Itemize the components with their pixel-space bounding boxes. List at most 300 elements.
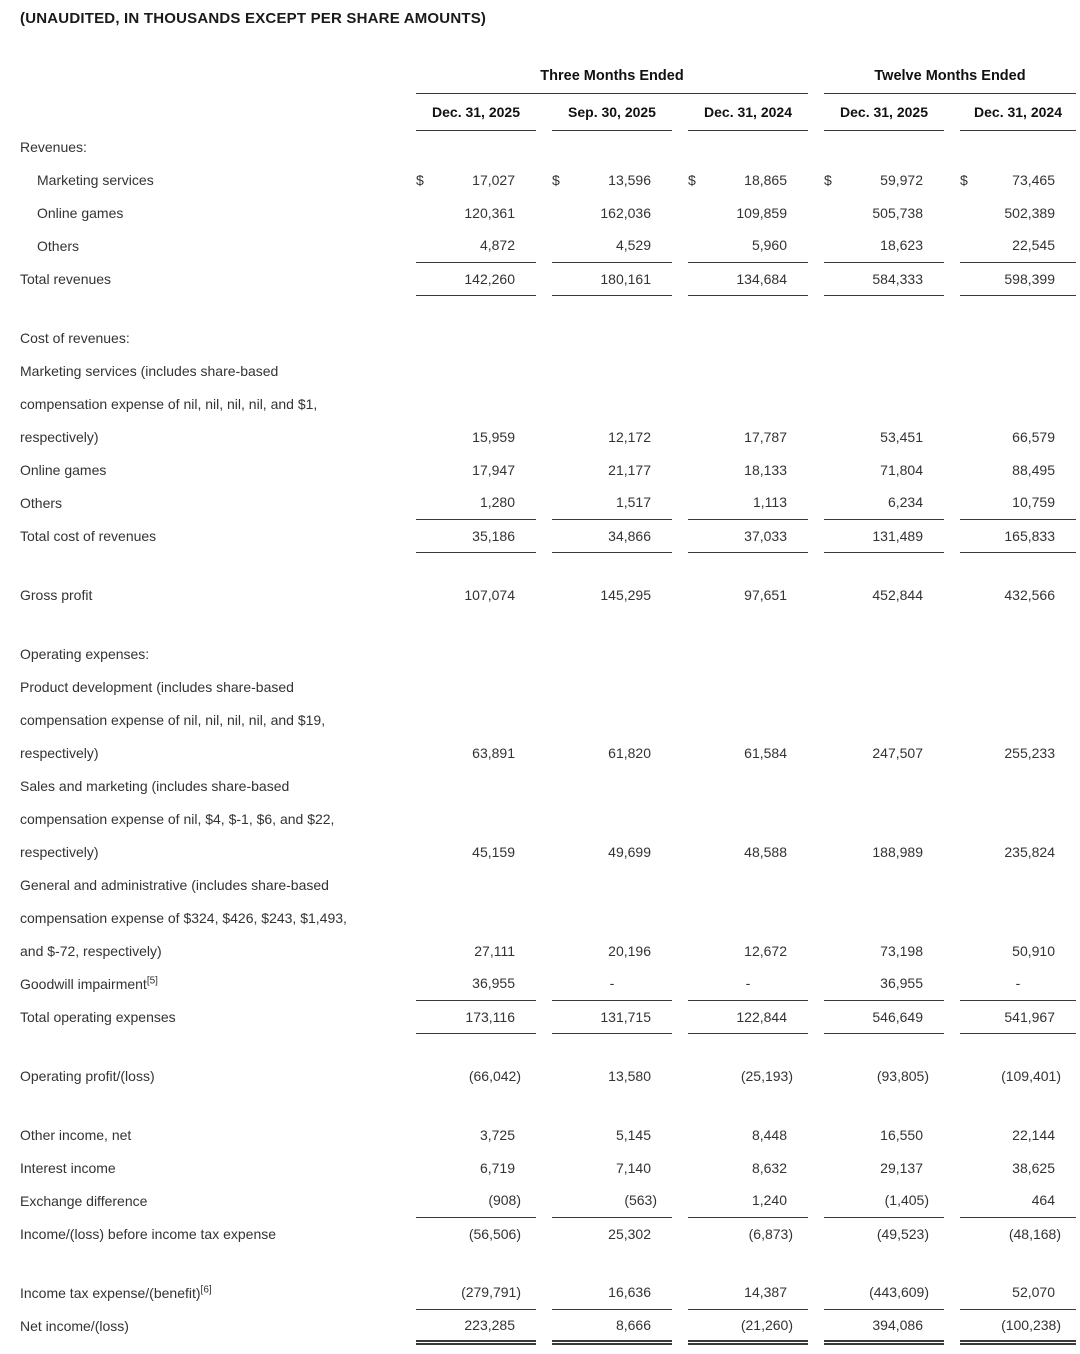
column-gap	[536, 519, 552, 552]
cell-number: 88,495	[1012, 461, 1055, 478]
cell-value	[552, 519, 672, 552]
cell-value	[416, 1217, 536, 1250]
cell-number: (109,401)	[1001, 1067, 1061, 1084]
row-label: Revenues:	[20, 138, 87, 155]
cell-value	[552, 1184, 672, 1217]
cell-number: 142,260	[464, 270, 515, 287]
cell-value	[960, 1059, 1076, 1092]
cell-number: 247,507	[872, 744, 923, 761]
cell-value	[416, 934, 536, 967]
page-title: (UNAUDITED, IN THOUSANDS EXCEPT PER SHARE AMOUNTS)	[20, 10, 487, 27]
cell-value	[552, 453, 672, 486]
row-label: compensation expense of nil, nil, nil, nil, and $19,	[20, 711, 326, 728]
column-gap	[672, 1217, 688, 1250]
cell-number: 122,844	[736, 1008, 787, 1025]
cell-value	[960, 934, 1076, 967]
cell-value	[824, 1276, 944, 1309]
cell-value	[824, 1059, 944, 1092]
column-gap	[944, 1118, 960, 1151]
cell-number: 61,584	[744, 744, 787, 761]
cell-value	[688, 578, 808, 611]
column-gap	[536, 1309, 552, 1342]
cell-number: 48,588	[744, 843, 787, 860]
column-gap	[536, 453, 552, 486]
row-label: Others	[37, 237, 80, 254]
cell-number: 61,820	[608, 744, 651, 761]
cell-number: 22,144	[1012, 1126, 1055, 1143]
cell-value	[960, 1184, 1076, 1217]
cell-value	[960, 519, 1076, 552]
table-row	[20, 1217, 1076, 1250]
column-gap	[944, 163, 960, 196]
cell-number: 6,719	[479, 1159, 515, 1176]
column-gap	[672, 1276, 688, 1309]
cell-value	[688, 229, 808, 262]
cell-value	[416, 420, 536, 453]
column-group-header-row	[20, 59, 1076, 93]
cell-value	[552, 163, 672, 196]
cell-value	[960, 1276, 1076, 1309]
column-gap	[672, 196, 688, 229]
cell-number: 107,074	[464, 586, 515, 603]
cell-value	[688, 262, 808, 295]
row-label: compensation expense of nil, nil, nil, nil, and $1,	[20, 395, 318, 412]
cell-number: 10,759	[1012, 494, 1055, 511]
cell-number: 235,824	[1004, 843, 1055, 860]
table-row	[20, 637, 1076, 670]
cell-value	[688, 486, 808, 519]
cell-value	[552, 934, 672, 967]
cell-number: (100,238)	[1001, 1316, 1061, 1333]
cell-number: 36,955	[880, 975, 923, 992]
cell-number: 505,738	[872, 204, 923, 221]
row-label: Online games	[20, 461, 107, 478]
cell-number: 1,280	[479, 494, 515, 511]
row-label: Operating profit/(loss)	[20, 1067, 155, 1084]
column-gap	[808, 486, 824, 519]
column-gap	[672, 1184, 688, 1217]
column-gap	[944, 1059, 960, 1092]
cell-number: 13,596	[608, 171, 651, 188]
column-gap	[944, 229, 960, 262]
cell-number: 5,145	[615, 1126, 651, 1143]
column-gap	[944, 1217, 960, 1250]
cell-value	[552, 1059, 672, 1092]
table-row	[20, 163, 1076, 196]
row-label: Interest income	[20, 1159, 116, 1176]
cell-number: 584,333	[872, 270, 923, 287]
column-gap	[536, 1151, 552, 1184]
cell-value	[824, 736, 944, 769]
column-gap	[536, 486, 552, 519]
cell-number: 18,865	[744, 171, 787, 188]
table-row	[20, 519, 1076, 552]
column-gap	[808, 519, 824, 552]
column-gap	[536, 934, 552, 967]
row-label: General and administrative (includes share-based	[20, 876, 329, 893]
cell-number: 38,625	[1012, 1159, 1055, 1176]
column-gap	[944, 453, 960, 486]
table-row	[20, 868, 1076, 901]
currency-symbol: $	[824, 171, 832, 188]
table-row	[20, 321, 1076, 354]
cell-number: 464	[1031, 1192, 1055, 1209]
column-gap	[808, 1151, 824, 1184]
table-row	[20, 229, 1076, 262]
cell-number: 21,177	[608, 461, 651, 478]
currency-symbol: $	[416, 171, 424, 188]
table-row	[20, 1276, 1076, 1309]
column-group-header: Three Months Ended	[416, 59, 808, 93]
cell-number: 134,684	[736, 270, 787, 287]
cell-value	[960, 1217, 1076, 1250]
cell-number: 14,387	[744, 1284, 787, 1301]
column-gap	[672, 1059, 688, 1092]
row-label: respectively)	[20, 428, 99, 445]
cell-value	[960, 486, 1076, 519]
column-gap	[672, 229, 688, 262]
column-gap	[536, 736, 552, 769]
cell-value	[688, 196, 808, 229]
spacer-row	[20, 1033, 1076, 1059]
cell-number: 162,036	[600, 204, 651, 221]
table-row	[20, 453, 1076, 486]
cell-number: (93,805)	[876, 1067, 929, 1084]
cell-number: 73,465	[1012, 171, 1055, 188]
spacer-row	[20, 1250, 1076, 1276]
column-gap	[808, 736, 824, 769]
cell-value	[552, 196, 672, 229]
cell-value	[688, 736, 808, 769]
spacer-row	[20, 295, 1076, 321]
table-row	[20, 901, 1076, 934]
column-gap	[672, 1000, 688, 1033]
column-gap	[944, 420, 960, 453]
column-gap	[944, 1309, 960, 1342]
cell-value	[824, 967, 944, 1000]
cell-number: 15,959	[472, 428, 515, 445]
table-head	[20, 59, 1076, 130]
cell-number: -	[1015, 975, 1021, 992]
row-label: Others	[20, 494, 63, 511]
cell-value	[960, 453, 1076, 486]
column-gap	[808, 59, 824, 93]
column-gap	[808, 163, 824, 196]
cell-value	[416, 835, 536, 868]
cell-value	[416, 1276, 536, 1309]
cell-value	[416, 262, 536, 295]
column-gap	[672, 163, 688, 196]
cell-value	[688, 967, 808, 1000]
cell-number: (563)	[624, 1192, 657, 1209]
cell-value	[416, 519, 536, 552]
cell-number: 598,399	[1004, 270, 1055, 287]
cell-value	[824, 453, 944, 486]
column-gap	[808, 262, 824, 295]
column-gap	[536, 420, 552, 453]
cell-number: 29,137	[880, 1159, 923, 1176]
column-gap	[536, 1000, 552, 1033]
column-gap	[672, 420, 688, 453]
column-gap	[536, 1276, 552, 1309]
column-gap	[536, 1184, 552, 1217]
column-gap	[944, 967, 960, 1000]
cell-value	[416, 453, 536, 486]
cell-number: 145,295	[600, 586, 651, 603]
cell-number: 432,566	[1004, 586, 1055, 603]
column-gap	[536, 1217, 552, 1250]
cell-value	[824, 420, 944, 453]
cell-value	[416, 163, 536, 196]
table-row	[20, 769, 1076, 802]
spacer-cell	[20, 611, 1076, 637]
column-gap	[672, 262, 688, 295]
column-gap	[944, 1151, 960, 1184]
column-gap	[808, 934, 824, 967]
cell-number: (908)	[488, 1192, 521, 1209]
column-gap	[808, 1217, 824, 1250]
cell-value	[960, 967, 1076, 1000]
cell-value	[960, 736, 1076, 769]
column-gap	[536, 93, 552, 130]
column-gap	[536, 578, 552, 611]
cell-number: (1,405)	[884, 1192, 929, 1209]
column-gap	[944, 93, 960, 130]
cell-number: 16,550	[880, 1126, 923, 1143]
cell-value	[960, 578, 1076, 611]
cell-number: 7,140	[615, 1159, 651, 1176]
table-row	[20, 736, 1076, 769]
cell-number: 97,651	[744, 586, 787, 603]
cell-value	[416, 1151, 536, 1184]
table-row	[20, 802, 1076, 835]
cell-number: 25,302	[608, 1225, 651, 1242]
cell-value	[960, 262, 1076, 295]
cell-number: 45,159	[472, 843, 515, 860]
cell-value	[688, 1000, 808, 1033]
cell-value	[960, 1309, 1076, 1342]
cell-number: -	[609, 975, 615, 992]
cell-number: 255,233	[1004, 744, 1055, 761]
cell-value	[960, 163, 1076, 196]
cell-number: 546,649	[872, 1008, 923, 1025]
cell-value	[824, 1309, 944, 1342]
income-statement-table	[20, 59, 1076, 1345]
cell-number: 120,361	[464, 204, 515, 221]
cell-number: 13,580	[608, 1067, 651, 1084]
spacer-cell	[20, 1250, 1076, 1276]
table-row	[20, 354, 1076, 387]
cell-number: 502,389	[1004, 204, 1055, 221]
cell-value	[416, 486, 536, 519]
column-gap	[672, 967, 688, 1000]
row-label: Online games	[37, 204, 124, 221]
column-gap	[536, 196, 552, 229]
table-row	[20, 1118, 1076, 1151]
cell-number: 20,196	[608, 942, 651, 959]
cell-value	[688, 1059, 808, 1092]
cell-number: 109,859	[736, 204, 787, 221]
cell-number: 50,910	[1012, 942, 1055, 959]
cell-number: 52,070	[1012, 1284, 1055, 1301]
cell-value	[824, 1000, 944, 1033]
cell-value	[960, 196, 1076, 229]
corner-cell	[20, 93, 416, 130]
cell-number: 59,972	[880, 171, 923, 188]
cell-value	[416, 1309, 536, 1342]
row-label: Other income, net	[20, 1126, 132, 1143]
column-gap	[944, 578, 960, 611]
row-label: Gross profit	[20, 586, 93, 603]
column-gap	[808, 1184, 824, 1217]
cell-number: 17,027	[472, 171, 515, 188]
cell-number: 452,844	[872, 586, 923, 603]
column-gap	[672, 578, 688, 611]
cell-value	[416, 196, 536, 229]
cell-number: 4,529	[615, 237, 651, 254]
cell-value	[416, 1059, 536, 1092]
column-gap	[672, 486, 688, 519]
column-group-header: Twelve Months Ended	[824, 59, 1076, 93]
cell-value	[552, 1276, 672, 1309]
cell-number: 173,116	[465, 1008, 515, 1025]
column-gap	[672, 835, 688, 868]
cell-value	[824, 163, 944, 196]
footnote-marker: [6]	[200, 1283, 212, 1295]
row-label: Total operating expenses	[20, 1008, 176, 1025]
cell-number: 37,033	[744, 527, 787, 544]
column-gap	[536, 262, 552, 295]
cell-number: 4,872	[479, 237, 515, 254]
row-label: and $-72, respectively)	[20, 942, 162, 959]
cell-value	[552, 262, 672, 295]
cell-number: 35,186	[472, 527, 515, 544]
column-gap	[536, 163, 552, 196]
cell-value	[688, 1217, 808, 1250]
cell-value	[688, 1151, 808, 1184]
column-gap	[672, 1118, 688, 1151]
cell-value	[416, 736, 536, 769]
row-label: Total cost of revenues	[20, 527, 157, 544]
cell-number: 131,489	[872, 527, 923, 544]
cell-number: 8,632	[751, 1159, 787, 1176]
column-header: Dec. 31, 2024	[688, 93, 808, 130]
cell-number: 1,240	[751, 1192, 787, 1209]
spacer-cell	[20, 552, 1076, 578]
column-gap	[672, 934, 688, 967]
table-row	[20, 835, 1076, 868]
cell-number: (6,873)	[748, 1225, 793, 1242]
cell-value	[688, 519, 808, 552]
corner-cell	[20, 59, 416, 93]
cell-number: (66,042)	[468, 1067, 521, 1084]
column-gap	[808, 93, 824, 130]
cell-value	[552, 420, 672, 453]
column-gap	[672, 519, 688, 552]
cell-number: 1,517	[615, 494, 651, 511]
cell-value	[552, 1000, 672, 1033]
cell-value	[416, 967, 536, 1000]
cell-value	[416, 1000, 536, 1033]
cell-value	[824, 262, 944, 295]
table-row	[20, 486, 1076, 519]
table-row	[20, 262, 1076, 295]
cell-number: 53,451	[880, 428, 923, 445]
table-row	[20, 1184, 1076, 1217]
cell-value	[824, 1151, 944, 1184]
column-gap	[944, 1276, 960, 1309]
cell-number: 66,579	[1012, 428, 1055, 445]
row-label: Net income/(loss)	[20, 1317, 129, 1334]
row-label: Income/(loss) before income tax expense	[20, 1225, 277, 1242]
column-gap	[536, 835, 552, 868]
cell-number: 17,787	[744, 428, 787, 445]
cell-value	[688, 1118, 808, 1151]
cell-number: -	[745, 975, 751, 992]
column-gap	[808, 1276, 824, 1309]
column-gap	[672, 1309, 688, 1342]
column-gap	[944, 262, 960, 295]
cell-number: 18,133	[744, 461, 787, 478]
cell-number: 180,161	[600, 270, 651, 287]
cell-number: 8,666	[615, 1316, 651, 1333]
cell-value	[824, 578, 944, 611]
table-row	[20, 420, 1076, 453]
cell-value	[688, 934, 808, 967]
cell-number: 188,989	[872, 843, 923, 860]
cell-value	[552, 1118, 672, 1151]
cell-number: 12,672	[744, 942, 787, 959]
column-gap	[672, 93, 688, 130]
cell-value	[552, 1309, 672, 1342]
cell-number: 223,285	[464, 1316, 515, 1333]
currency-symbol: $	[552, 171, 560, 188]
column-gap	[808, 578, 824, 611]
table-row	[20, 387, 1076, 420]
table-row	[20, 1059, 1076, 1092]
table-row	[20, 670, 1076, 703]
cell-value	[416, 1184, 536, 1217]
cell-value	[824, 835, 944, 868]
cell-number: 8,448	[751, 1126, 787, 1143]
cell-number: 49,699	[608, 843, 651, 860]
column-gap	[808, 1059, 824, 1092]
spacer-cell	[20, 295, 1076, 321]
cell-number: 63,891	[472, 744, 515, 761]
column-gap	[808, 1309, 824, 1342]
cell-value	[960, 1118, 1076, 1151]
cell-value	[552, 1151, 672, 1184]
cell-value	[688, 420, 808, 453]
cell-number: 18,623	[880, 237, 923, 254]
cell-value	[960, 1000, 1076, 1033]
cell-value	[960, 420, 1076, 453]
cell-value	[552, 835, 672, 868]
column-gap	[808, 229, 824, 262]
column-gap	[944, 1184, 960, 1217]
cell-value	[552, 736, 672, 769]
cell-value	[688, 1276, 808, 1309]
cell-number: 17,947	[472, 461, 515, 478]
row-label: Cost of revenues:	[20, 329, 130, 346]
column-header-row	[20, 93, 1076, 130]
cell-value	[552, 967, 672, 1000]
cell-number: 3,725	[479, 1126, 515, 1143]
cell-value	[416, 1118, 536, 1151]
table-row	[20, 967, 1076, 1000]
column-gap	[672, 736, 688, 769]
row-label: Operating expenses:	[20, 645, 150, 662]
